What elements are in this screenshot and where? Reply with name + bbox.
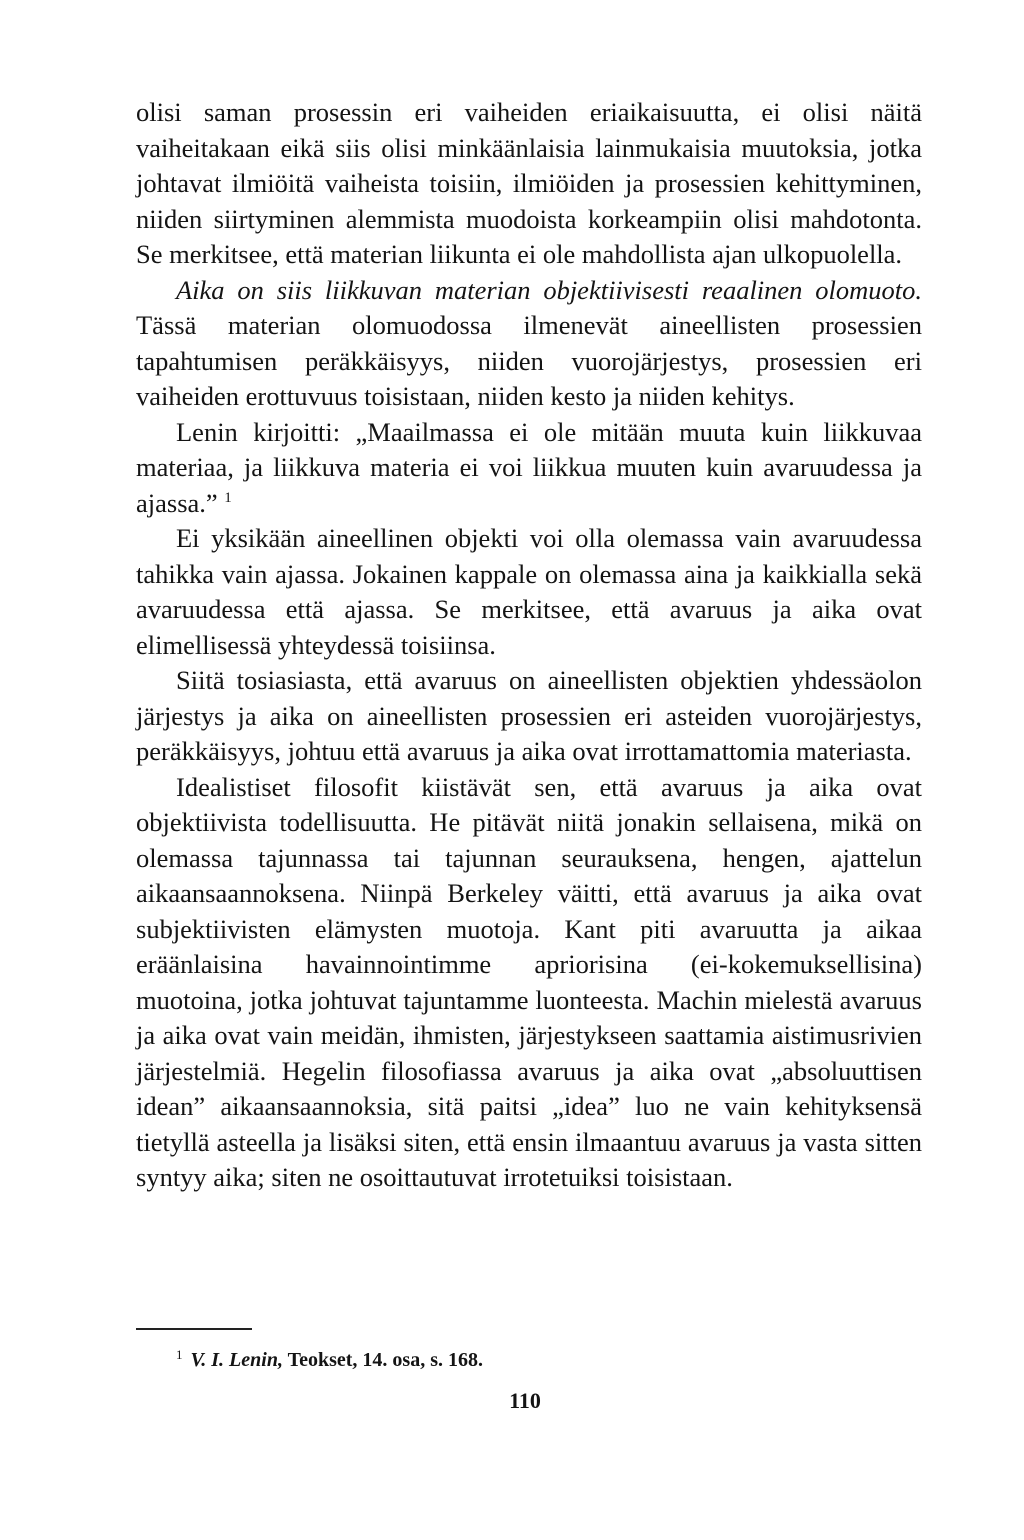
paragraph-4: Ei yksikään aineellinen objekti voi olla olemassa vain avaruudessa tahikka vain ajassa. Jokainen kappale on olemassa aina ja kaikkialla sekä avaruudessa että ajassa. Se merkitsee, että avaruus ja aika ovat elimellisessä yhteydessä toisiinsa. [136,523,922,660]
emphasis-definition: Aika on siis liikkuvan materian objektiivisesti reaalinen olomuoto. [176,274,922,305]
page-number: 110 [509,1388,541,1413]
footnote-number: 1 [176,1347,183,1362]
footnote [176,1348,483,1372]
footnote-citation: Teokset, 14. osa, s. 168. [282,1349,483,1371]
footnote-author: V. I. Lenin, [190,1349,283,1371]
lenin-quote: Lenin kirjoitti: „Maailmassa ei ole mitään muuta kuin liikkuvaa materiaa, ja liikkuva materia ei voi liikkua muuten kuin avaruudessa ja ajassa.” [136,416,922,518]
paragraph-6: Idealistiset filosofit kiistävät sen, että avaruus ja aika ovat objektiivista todellisuutta. He pitävät niitä jonakin sellaisena, mikä on olemassa tajunnassa tai tajunnan seurauksena, hengen, ajattelun aikaansaannoksena. Niinpä Berkeley väitti, että avaruus ja aika ovat subjektiivisten elämysten muotoja. Kant piti avaruutta ja aikaa eräänlaisina havainnointimme apriorisina (ei-kokemuksellisina) muotoina, jotka johtuvat tajuntamme luonteesta. Machin mielestä avaruus ja aika ovat vain meidän, ihmisten, järjestykseen saattamia aistimusrivien järjestelmiä. Hegelin filosofiassa avaruus ja aika ovat „absoluuttisen idean” aikaansaannoksia, sitä paitsi „idea” luo ne vain kehityksensä tietyllä asteella ja lisäksi siten, että ensin ilmaantuu avaruus ja vasta sitten syntyy aika; siten ne osoittautuvat irrotetuiksi toisistaan. [136,771,922,1192]
paragraph-2-rest: Tässä materian olomuodossa ilmenevät aineellisten prosessien tapahtumisen peräkkäisyys, niiden vuorojärjestys, prosessien eri vaiheiden erottuvuus toisistaan, niiden kesto ja niiden kehitys. [136,310,922,411]
paragraph-3 [136,415,922,522]
footnote-marker: 1 [224,489,232,506]
footnote-divider [136,1328,252,1330]
paragraph-2 [136,273,922,415]
main-text [136,95,922,1196]
paragraph-1: olisi saman prosessin eri vaiheiden eriaikaisuutta, ei olisi näitä vaiheitakaan eikä siis olisi minkäänlaisia lainmukaisia muutoksia, jotka johtavat ilmiöitä vaiheista toisiin, ilmiöiden ja prosessien kehittyminen, niiden siirtyminen alemmista muodoista korkeampiin olisi mahdotonta. Se merkitsee, että materian liikunta ei ole mahdollista ajan ulkopuolella. [136,97,922,269]
paragraph-5: Siitä tosiasiasta, että avaruus on aineellisten objektien yhdessäolon järjestys ja aika on aineellisten prosessien eri asteiden vuorojärjestys, peräkkäisyys, johtuu että avaruus ja aika ovat irrottamattomia materiasta. [136,665,922,766]
